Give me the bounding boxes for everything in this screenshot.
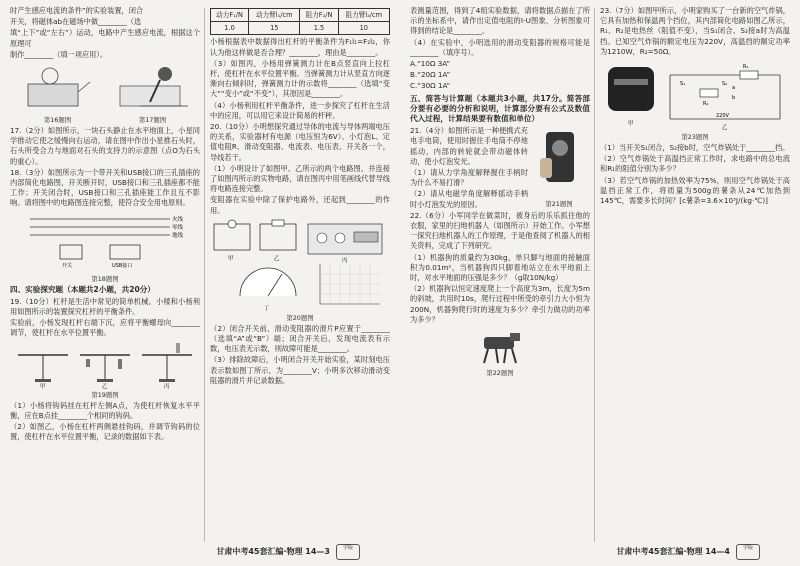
fig23-label-voltage: 220V xyxy=(716,113,729,120)
question-22: 22.（6分）小军同学在做菜时，被身后的乐乐抓住他的衣服，家里的扫地机器人（如图所示）开始工作。小军想一探究扫地机器人的工作原理，于是他查阅了机器人的相关资料，完成了下列研究。 xyxy=(410,210,590,251)
question-17: 17.（2分）如图所示，一块石头静止在水平地面上，小星同学推动它使之缓慢向右运动，请在图中作出小星推石头时，石头所受合力与地面对石头的支持力的示意图（点O为石头的重心）。 xyxy=(10,126,200,166)
question-21-part-1: （1）请从力学角度解释握住手柄时为什么不易打滑？ xyxy=(410,168,528,188)
left-column-1 xyxy=(10,6,200,443)
question-19-analysis: 小杨根据表中数据得出杠杆的平衡条件为F₁l₁=F₂l₂，你认为他这样做是否合理？________，理由是________。 xyxy=(210,37,390,57)
question-19-intro: 19.（10分）杠杆是生活中常见的简单机械。小楼和小杨利用如图所示的装置探究杠杆的平衡条件。 xyxy=(10,296,200,317)
figure-22-robot-dog xyxy=(470,327,530,367)
fig19-label-b: 乙 xyxy=(102,383,108,389)
fig19-label-a: 甲 xyxy=(40,383,46,389)
table-header: 动力F₁/N xyxy=(211,9,249,22)
left-footer-logo: 学版 xyxy=(336,544,360,560)
figure-21-caption: 第21题图 xyxy=(545,200,573,209)
q16-line-3: 填“上下”或“左右”）运动，电路中产生感应电流，根据这个原理可 xyxy=(10,28,200,48)
q16-line-2: 开关，将磁体ab在磁场中做________（选 xyxy=(10,17,142,27)
fig23-label-b: 乙 xyxy=(722,125,728,132)
left-column-divider xyxy=(204,8,205,542)
figure-18-circuit xyxy=(20,211,190,273)
right-page-footer xyxy=(400,546,800,560)
figure-23-caption: 第23题图 xyxy=(681,133,709,142)
figure-21-flashlight xyxy=(530,128,588,198)
fig23-label-r2: R₂ xyxy=(703,101,709,108)
figure-22-caption: 第22题图 xyxy=(486,369,514,378)
fig19-label-c: 丙 xyxy=(164,383,170,389)
table-row xyxy=(211,22,390,35)
right-page xyxy=(400,0,800,566)
question-19-part-0: 实验前，小杨发现杠杆右端下沉，应将平衡螺母向________调节，使杠杆在水平位置平衡。 xyxy=(10,318,200,338)
question-19-part-4: （4）小杨利用杠杆平衡条件，进一步探究了杠杆在生活中的应用，可以用它来设计简易的杆秤。 xyxy=(210,100,390,120)
table-cell: 10 xyxy=(338,22,389,35)
question-23: 23.（7分）如图甲所示，小明家购买了一台新的空气炸锅，它具有加热和保温两个挡位，其内部简化电路如图乙所示，R₁、R₂是电热丝（阻值不变），当S₁闭合、S₂接a时为高温挡。已知空气炸锅的额定电压为220V，高温挡的额定功率为1210W，R₂=50Ω。 xyxy=(600,6,790,56)
question-20-part-3-cont: 表测量范围，得到了4组实验数据，请将数据点描在了所示的坐标系中，请作出定值电阻的I-U图象，分析图象可得到的结论是________。 xyxy=(410,6,590,36)
fig23-label-r1: R₁ xyxy=(743,64,749,71)
left-page-footer xyxy=(0,546,400,560)
figure-19-caption: 第19题图 xyxy=(91,390,119,399)
figure-23-air-fryer xyxy=(600,59,790,131)
right-footer-text: 甘肃中考45套汇编·物理 14—4 xyxy=(616,547,730,556)
table-header: 阻力臂l₂/cm xyxy=(338,9,389,22)
question-23-part-3: （3）若空气炸锅的加热效率为75%，则用空气炸锅处于高温挡正常工作，将质量为500g的薯条从24℃加热到145℃，需要多长时间？[c薯条=3.6×10³J/(kg·℃)] xyxy=(600,175,790,206)
question-19-part-2: （2）如图乙，小杨在杠杆两侧悬挂钩码，并调节钩码的位置，使杠杆在水平位置平衡，记录的数据如下表。 xyxy=(10,422,200,442)
fig23-label-s1: S₁ xyxy=(680,81,686,88)
fig18-label-live: 火线 xyxy=(172,216,184,223)
lever-data-table xyxy=(210,8,390,35)
fig23-label-terminal-b: b xyxy=(732,95,736,102)
table-cell: 1.5 xyxy=(300,22,338,35)
question-21-part-2: （2）请从电磁学角度解释摇动手柄时小灯泡发光的原因。 xyxy=(410,189,528,209)
table-cell: 1.0 xyxy=(211,22,249,35)
section-4-heading: 四、实验探究题（本题共2小题，共20分） xyxy=(10,284,155,294)
figure-18-caption: 第18题图 xyxy=(91,274,119,283)
fig20-label-b: 乙 xyxy=(274,255,280,262)
figure-20-caption: 第20题图 xyxy=(286,313,314,322)
right-column-divider xyxy=(594,8,595,542)
fig18-label-switch: 开关 xyxy=(62,262,73,269)
figure-16-17 xyxy=(10,62,200,114)
fig23-label-terminal-a: a xyxy=(732,85,736,92)
question-23-part-1: （1）当开关S₁闭合，S₂接b时，空气炸锅处于________挡。 xyxy=(600,143,790,153)
question-22-part-1: （1）机器狗的质量约为30kg，单只脚与地面的接触面积为0.01m²，当机器狗四只脚着地站立在水平地面上时，对水平地面的压强是多少？（g取10N/kg） xyxy=(410,252,590,283)
question-20-rheostat: 变阻器在实验中除了保护电路外，还起到________的作用。 xyxy=(210,195,390,215)
figure-19-levers xyxy=(10,341,200,389)
question-21: 21.（4分）如图所示是一种便携式充电手电筒，使用时握住手电筒不停地摇动，内部的转轮就会带动磁体转动，使小灯泡发光。 xyxy=(410,126,528,166)
question-22-part-2: （2）机器狗以恒定速度爬上一个高度为3m，长度为5m的斜坡，共用时10s，爬行过程中所受的牵引力大小恒为200N，机器狗爬行时的速度为多少？牵引力做功的功率为多少？ xyxy=(410,284,590,324)
left-column-2 xyxy=(210,6,390,387)
q16-line-1: 时产生感应电流的条件”的实验装置，闭合 xyxy=(10,6,144,15)
fig18-label-earth: 地线 xyxy=(172,232,184,239)
figure-16-caption: 第16题图 xyxy=(43,116,72,125)
fig18-label-usb: USB接口 xyxy=(112,262,133,269)
option-a: A.“10Ω 3A” xyxy=(410,59,451,69)
table-header-row xyxy=(211,9,390,22)
option-c: C.“30Ω 1A” xyxy=(410,81,451,91)
question-23-part-2: （2）空气炸锅处于高温挡正常工作时，求电路中的总电流和R₁的阻值分别为多少？ xyxy=(600,154,790,174)
question-20-part-3: （3）排除故障后，小明闭合开关开始实验，某时刻电压表示数如图丁所示，为________V；小明多次移动滑动变阻器的滑片并记录数据。 xyxy=(210,355,390,385)
fig23-label-a: 甲 xyxy=(628,121,634,128)
table-header: 动力臂l₁/cm xyxy=(249,9,300,22)
question-20-part-4: （4）在实验中，小明选用的滑动变阻器的规格可能是________（填序号）。 xyxy=(410,37,590,57)
fig20-label-c: 丙 xyxy=(342,257,348,264)
section-5-heading: 五、简答与计算题（本题共3小题，共17分。简答部分要有必要的分析和说明，计算部分要有公式及数值代入过程，计算结果要有数值和单位） xyxy=(410,93,590,124)
figure-17-caption: 第17题图 xyxy=(138,116,167,125)
right-column-2 xyxy=(600,6,790,207)
question-18: 18.（3分）如图所示为一个带开关和USB接口的三孔插座的内部简化电路图，开关断开时，USB接口和三孔插座都不能工作；开关闭合时，USB接口和三孔插座能工作且互不影响。请将图中的电路图连接完整，使符合安全用电原则。 xyxy=(10,167,200,208)
question-20: 20.（10分）小明想探究通过导体的电流与导体两端电压的关系，实验器材有电源（电压恒为6V）、小灯泡L、定值电阻R、滑动变阻器、电流表、电压表、开关各一个，导线若干。 xyxy=(210,122,390,162)
left-footer-text: 甘肃中考45套汇编·物理 14—3 xyxy=(216,547,330,556)
figure-20-circuits xyxy=(210,218,390,312)
fig20-label-d: 丁 xyxy=(264,305,270,312)
fig20-label-a: 甲 xyxy=(228,255,234,262)
table-header: 阻力F₂/N xyxy=(300,9,338,22)
question-20-part-1: （1）小明设计了如图甲、乙所示的两个电路图，并连接了如图丙所示的实物电路，请在图丙中用笔画线代替导线将电路连接完整。 xyxy=(210,163,390,194)
q16-line-4: 制作________（填一项应用）。 xyxy=(10,49,108,59)
fig18-label-neutral: 零线 xyxy=(172,224,184,231)
question-20-part-2: （2）闭合开关前，滑动变阻器的滑片P应置于________（选填“A”或“B”）端；闭合开关后，发现电流表有示数，电压表无示数，则故障可能是________。 xyxy=(210,323,390,354)
question-19-part-1: （1）小杨将钩码挂在杠杆左侧A点，为使杠杆恢复水平平衡，应在B点挂________个相同的钩码。 xyxy=(10,400,200,420)
question-19-part-3: （3）如图丙，小杨用弹簧测力计在B点竖直向上拉杠杆，使杠杆在水平位置平衡。当弹簧测力计从竖直方向逐渐向右倾斜时，弹簧测力计的示数将________（选填“变大”“变小”或“不变”），其原因是________。 xyxy=(210,58,390,99)
right-column-1 xyxy=(410,6,590,379)
option-b: B.“20Ω 1A” xyxy=(410,70,451,80)
fig23-label-s2: S₂ xyxy=(722,81,728,88)
right-footer-logo: 学版 xyxy=(736,544,760,560)
table-cell: 15 xyxy=(249,22,300,35)
